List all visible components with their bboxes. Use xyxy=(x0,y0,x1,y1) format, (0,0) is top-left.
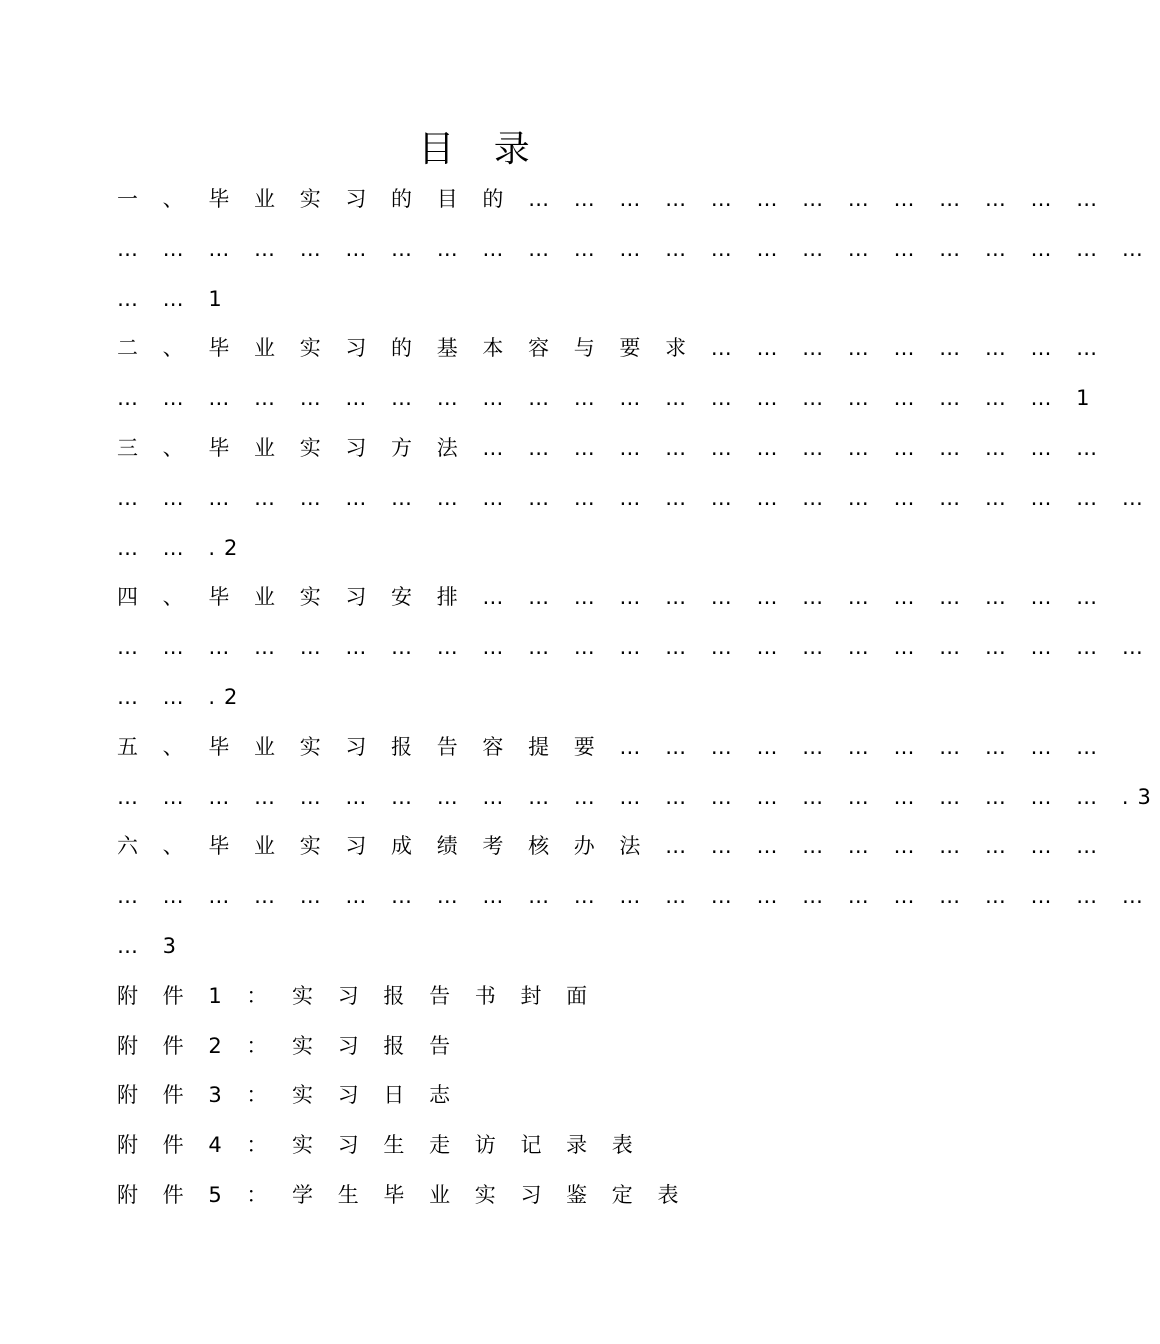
toc-entry-4-line-2: … … … … … … … … … … … … … … … … … … … … … … … xyxy=(117,635,1152,660)
appendix-4: 附 件 4 ： 实 习 生 走 访 记 录 表 xyxy=(117,1133,642,1158)
appendix-5: 附 件 5 ： 学 生 毕 业 实 习 鉴 定 表 xyxy=(117,1182,688,1207)
toc-entry-3-page: … … .2 xyxy=(117,535,247,560)
table-of-contents xyxy=(117,175,1160,1221)
appendix-1: 附 件 1 ： 实 习 报 告 书 封 面 xyxy=(117,983,597,1008)
toc-entry-2-line-1: 二 、 毕 业 实 习 的 基 本 容 与 要 求 … … … … … … … … … xyxy=(117,336,1107,361)
toc-entry-4-line-1: 四 、 毕 业 实 习 安 排 … … … … … … … … … … … … … … xyxy=(117,585,1107,610)
toc-entry-4-page: … … .2 xyxy=(117,684,247,709)
toc-entry-5-line-1: 五 、 毕 业 实 习 报 告 容 提 要 … … … … … … … … … … … xyxy=(117,734,1107,759)
appendix-3: 附 件 3 ： 实 习 日 志 xyxy=(117,1083,460,1108)
toc-entry-5-page: … … … … … … … … … … … … … … … … … … … … … … .3 xyxy=(117,784,1160,809)
toc-entry-1-line-2: … … … … … … … … … … … … … … … … … … … … … … … xyxy=(117,236,1152,261)
toc-entry-6-page: … 3 xyxy=(117,933,186,958)
page-title: 目 录 xyxy=(418,129,544,170)
toc-entry-2-page: … … … … … … … … … … … … … … … … … … … … … 1 xyxy=(117,386,1099,411)
toc-entry-3-line-2: … … … … … … … … … … … … … … … … … … … … … … … xyxy=(117,485,1152,510)
appendix-2: 附 件 2 ： 实 习 报 告 xyxy=(117,1033,460,1058)
toc-entry-3-line-1: 三 、 毕 业 实 习 方 法 … … … … … … … … … … … … … … xyxy=(117,435,1107,460)
toc-entry-6-line-1: 六 、 毕 业 实 习 成 绩 考 核 办 法 … … … … … … … … … … xyxy=(117,834,1107,859)
toc-entry-1-line-1: 一 、 毕 业 实 习 的 目 的 … … … … … … … … … … … … … xyxy=(117,187,1107,211)
toc-entry-1-page: … … 1 xyxy=(117,286,231,311)
toc-entry-6-line-2: … … … … … … … … … … … … … … … … … … … … … … … xyxy=(117,884,1152,909)
